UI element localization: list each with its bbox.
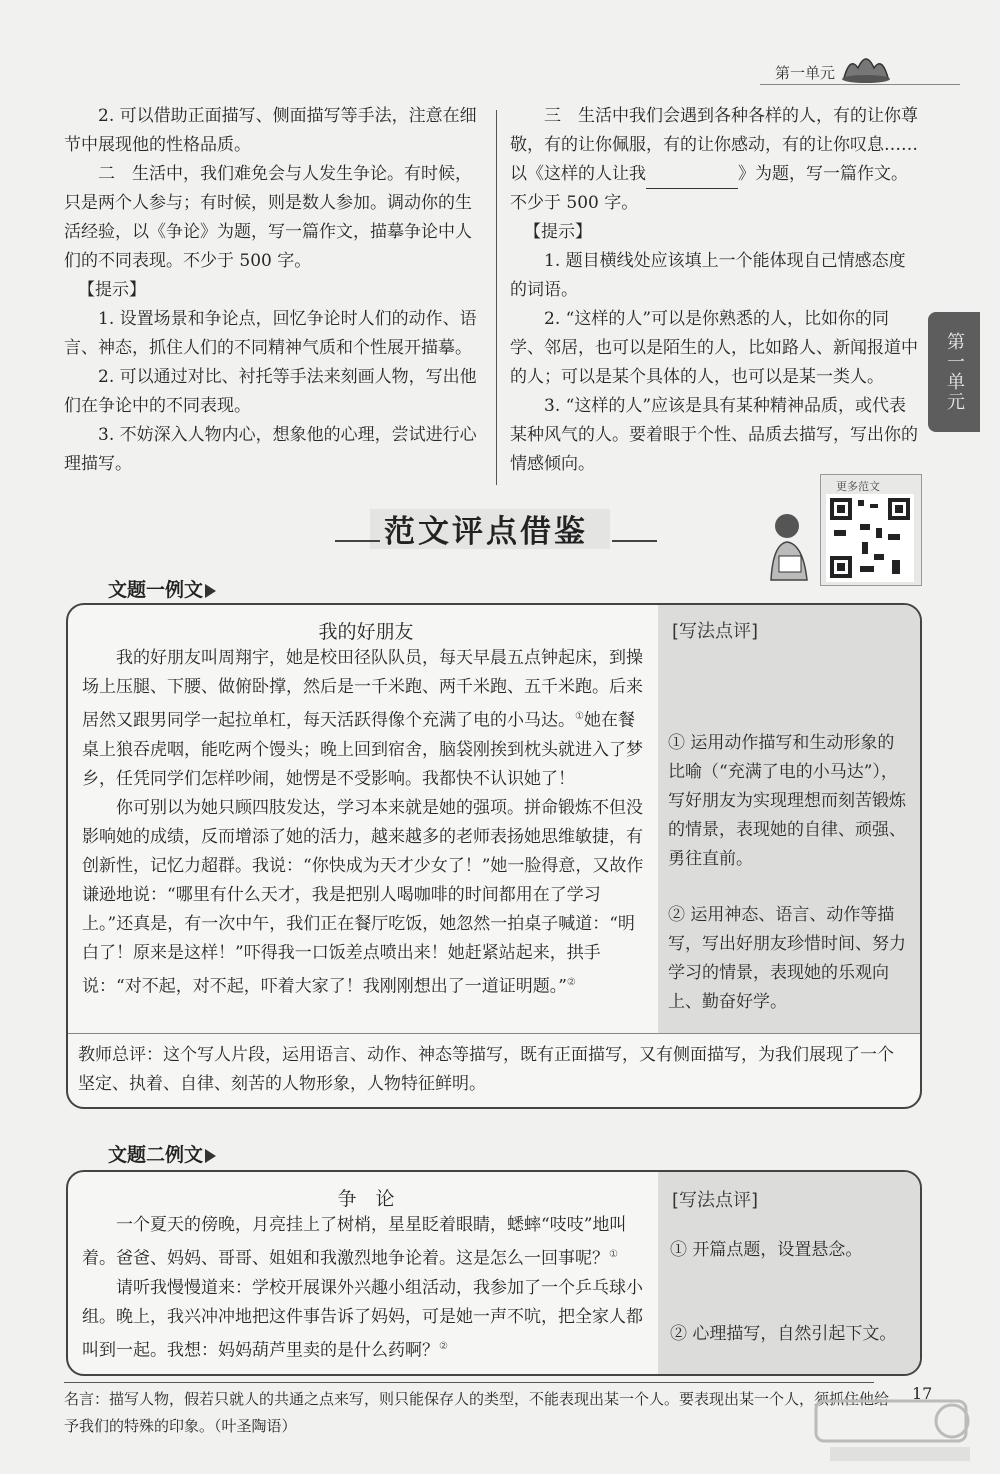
- left-paragraph-1: 2. 可以借助正面描写、侧面描写等手法，注意在细节中展现他的性格品质。: [64, 106, 477, 155]
- footer-quote: [64, 1386, 894, 1440]
- tip-item: 1. 设置场景和争论点，回忆争论时人们的动作、语言、神态，抓住人们的不同精神气质和个性展开描摹。: [64, 309, 477, 358]
- tip-item: 1. 题目横线处应该填上一个能体现自己情感态度的词语。: [510, 251, 906, 300]
- essay-paragraph: [82, 794, 650, 1002]
- essay-text: 请听我慢慢道来：学校开展课外兴趣小组活动，我参加了一个乒乓球小组。晚上，我兴冲冲地把这件事告诉了妈妈，可是她一声不吭，把全家人都叫到一起。我想：妈妈葫芦里卖的是什么药啊？: [82, 1277, 643, 1361]
- tip-item: 3. 不妨深入人物内心，想象他的心理，尝试进行心理描写。: [64, 425, 477, 474]
- essay-body: [82, 617, 650, 1001]
- comment-item: ② 运用神态、语言、动作等描写，写出好朋友珍惜时间、努力学习的情景，表现她的乐观向上、勤奋好学。: [668, 905, 906, 1012]
- unit-label: 第一单元: [774, 64, 835, 82]
- essay-text: 一个夏天的傍晚，月亮挂上了树梢，星星眨着眼睛，蟋蟀“吱吱”地叫着。爸爸、妈妈、哥哥、姐姐和我激烈地争论着。这是怎么一回事呢？: [82, 1215, 627, 1269]
- page-number: 17: [912, 1384, 933, 1403]
- section-title: 范文评点借鉴: [384, 514, 588, 550]
- example-two-box: [66, 1170, 922, 1376]
- title-blank: [646, 168, 738, 189]
- tip-item: 2. 可以通过对比、衬托等手法来刻画人物，写出他们在争论中的不同表现。: [64, 367, 477, 416]
- triangle-marker-icon: [205, 584, 216, 598]
- watermark-logo-icon: [810, 1395, 990, 1467]
- child-reading-icon: [757, 510, 819, 586]
- prompt-three: [510, 102, 918, 218]
- tip-title: 【提示】: [524, 222, 592, 242]
- tip-item: 3. “这样的人”应该是具有某种精神品质，或代表某种风气的人。要着眼于个性、品质去描写，写出你的情感倾向。: [510, 396, 918, 474]
- annotation-mark: ①: [609, 1249, 618, 1260]
- example-one-heading: [108, 575, 216, 602]
- essay-text: 你可别以为她只顾四肢发达，学习本来就是她的强项。拼命锻炼不但没影响她的成绩，反而增添了她的活力，越来越多的老师表扬她思维敏捷，有创新性，记忆力超群。我说：“你快成为天才少女了！”她一脸得意，又故作谦逊地说：“哪里有什么天才，我是把别人喝咖啡的时间都用在了学习上。”还真是，有一次中午，我们正在餐厅吃饭，她忽然一拍桌子喊道：“明白了！原来是这样！”吓得我一口饭差点喷出来！她赶紧站起来，拱手说：“对不起，对不起，吓着大家了！我刚刚想出了一道证明题。”: [82, 797, 644, 997]
- comment-item: ② 心理描写，自然引起下文。: [670, 1324, 897, 1344]
- essay-paragraph: [82, 1211, 650, 1274]
- header-rule: [760, 84, 960, 85]
- teacher-summary: [78, 1041, 908, 1099]
- prompt-two: 二 生活中，我们难免会与人发生争论。有时候，只是两个人参与；有时候，则是数人参加。调动你的生活经验，以《争论》为题，写一篇作文，描摹争论中人们的不同表现。不少于 500 字。: [64, 164, 472, 271]
- qr-code-icon[interactable]: [826, 494, 914, 582]
- comment-title: [写法点评]: [672, 1190, 759, 1211]
- essay-title: 我的好朋友: [318, 621, 414, 643]
- comment-panel: [658, 605, 920, 1033]
- right-column: [510, 102, 918, 479]
- left-column: [64, 102, 484, 479]
- prompt-three-text: 三 生活中我们会遇到各种各样的人，有的让你尊敬，有的让你佩服，有的让你感动，有的让你叹息……以《这样的人让我: [510, 106, 918, 184]
- example-one-box: [66, 603, 922, 1109]
- banner-rule-right: [612, 540, 657, 542]
- tip-item: 2. “这样的人”可以是你熟悉的人，比如你的同学、邻居，也可以是陌生的人，比如路人、新闻报道中的人；可以是某个具体的人，也可以是某一类人。: [510, 309, 918, 387]
- essay-body: [82, 1184, 650, 1365]
- triangle-marker-icon: [205, 1149, 216, 1163]
- comment-item: ① 开篇点题，设置悬念。: [670, 1240, 863, 1260]
- crown-ornament-icon: [840, 48, 892, 84]
- footer-source: （叶圣陶语）: [214, 1417, 297, 1435]
- example-one-heading-text: 文题一例文: [108, 579, 204, 601]
- essay-text: 她在餐桌上狼吞虎咽，能吃两个馒头；晚上回到宿舍，脑袋刚挨到枕头就进入了梦乡，任凭同学们怎样吵闹，她愣是不受影响。我都快不认识她了！: [82, 710, 643, 789]
- essay-paragraph: [82, 1274, 650, 1366]
- footer-rule: [64, 1382, 874, 1383]
- essay-paragraph: [82, 644, 650, 794]
- comment-item: ① 运用动作描写和生动形象的比喻（“充满了电的小马达”），写好朋友为实现理想而刻苦锻炼的情景，表现她的自律、顽强、勇往直前。: [668, 733, 906, 869]
- comment-title: [写法点评]: [672, 621, 759, 642]
- essay-title: 争 论: [337, 1188, 395, 1210]
- column-divider: [496, 110, 497, 485]
- example-two-heading-text: 文题二例文: [108, 1144, 204, 1166]
- teacher-summary-text: 这个写人片段，运用语言、动作、神态等描写，既有正面描写，又有侧面描写，为我们展现了一个坚定、执着、自律、刻苦的人物形象，人物特征鲜明。: [78, 1045, 894, 1094]
- tip-title: 【提示】: [78, 280, 146, 300]
- example-two-heading: [108, 1140, 216, 1167]
- footer-quote-text: 名言：描写人物，假若只就人的共通之点来写，则只能保存人的类型，不能表现出某一个人。要表现出某一个人，须抓住他给予我们的特殊的印象。: [64, 1390, 890, 1435]
- essay-text: 我的好朋友叫周翔宇，她是校田径队队员，每天早晨五点钟起床，到操场上压腿、下腰、做俯卧撑，然后是一千米跑、两千米跑、五千米跑。后来居然又跟男同学一起拉单杠，每天活跃得像个充满了电的小马达。: [82, 648, 643, 731]
- comment-panel: [658, 1172, 920, 1374]
- summary-divider: [68, 1033, 920, 1034]
- teacher-summary-label: 教师总评：: [78, 1045, 163, 1065]
- annotation-mark: ②: [566, 976, 576, 988]
- banner-rule-left: [335, 540, 380, 542]
- qr-caption: 更多范文: [836, 480, 880, 493]
- annotation-mark: ①: [575, 711, 584, 722]
- side-tab[interactable]: 第一单元: [928, 312, 980, 432]
- prompt-three-text-end: 》为题，写一篇作文。不少于 500 字。: [510, 164, 908, 213]
- annotation-mark: ②: [439, 1340, 448, 1352]
